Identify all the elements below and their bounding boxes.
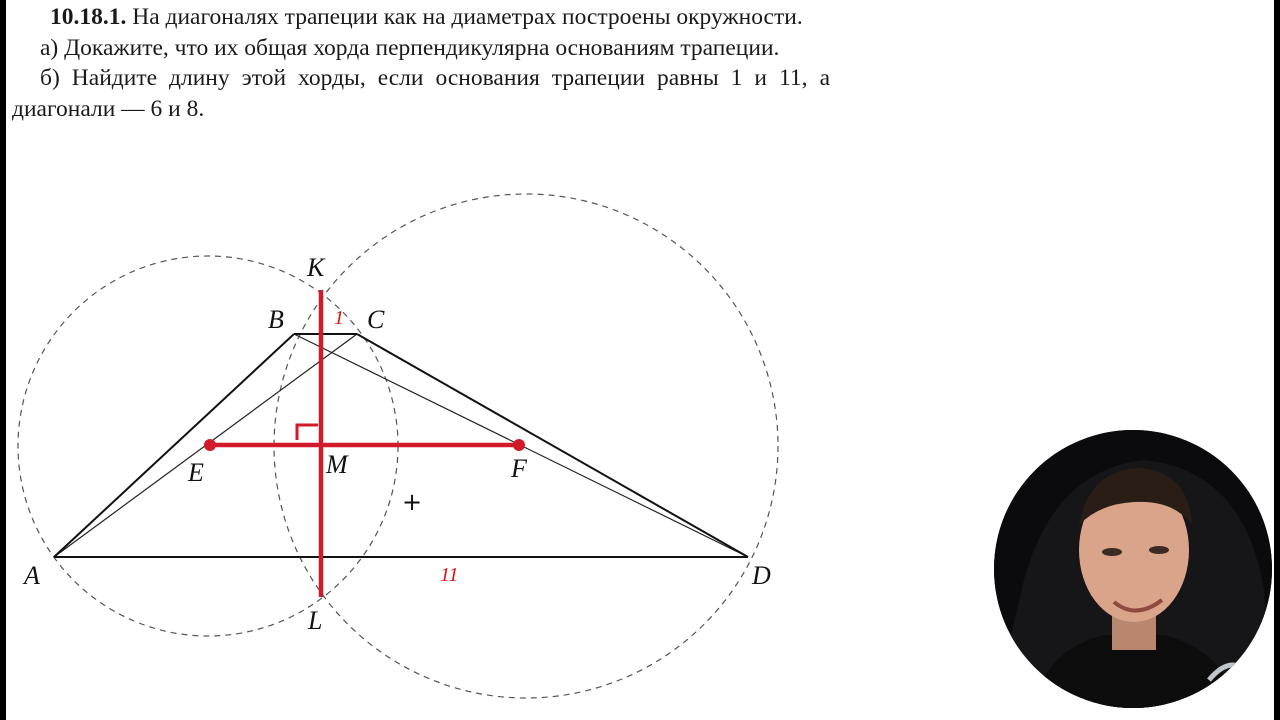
point-f — [513, 439, 525, 451]
annotation-short-base: 1 — [334, 307, 344, 329]
label-k: K — [307, 253, 325, 282]
annotation-long-base: 11 — [440, 564, 459, 586]
plus-mark: + — [402, 488, 423, 516]
webcam-overlay — [994, 430, 1272, 708]
problem-statement: На диагоналях трапеции как на диаметрах построены окружности. — [132, 4, 803, 30]
label-d: D — [752, 561, 771, 590]
problem-part-a: а) Докажите, что их общая хорда перпендикулярна основаниям трапеции. — [40, 34, 780, 61]
point-e — [204, 439, 216, 451]
label-m: M — [326, 450, 348, 479]
problem-number: 10.18.1. — [50, 4, 127, 30]
problem-part-b: б) Найдите длину этой хорды, если основания трапеции равны 1 и 11, а диагонали — 6 и 8. — [12, 65, 830, 122]
presenter-video — [994, 430, 1272, 708]
label-c: C — [367, 305, 385, 334]
right-angle-mark — [297, 425, 318, 440]
label-a: A — [24, 561, 40, 590]
label-l: L — [308, 606, 323, 635]
label-e: E — [188, 458, 204, 487]
label-b: B — [268, 305, 284, 334]
label-f: F — [511, 454, 527, 483]
